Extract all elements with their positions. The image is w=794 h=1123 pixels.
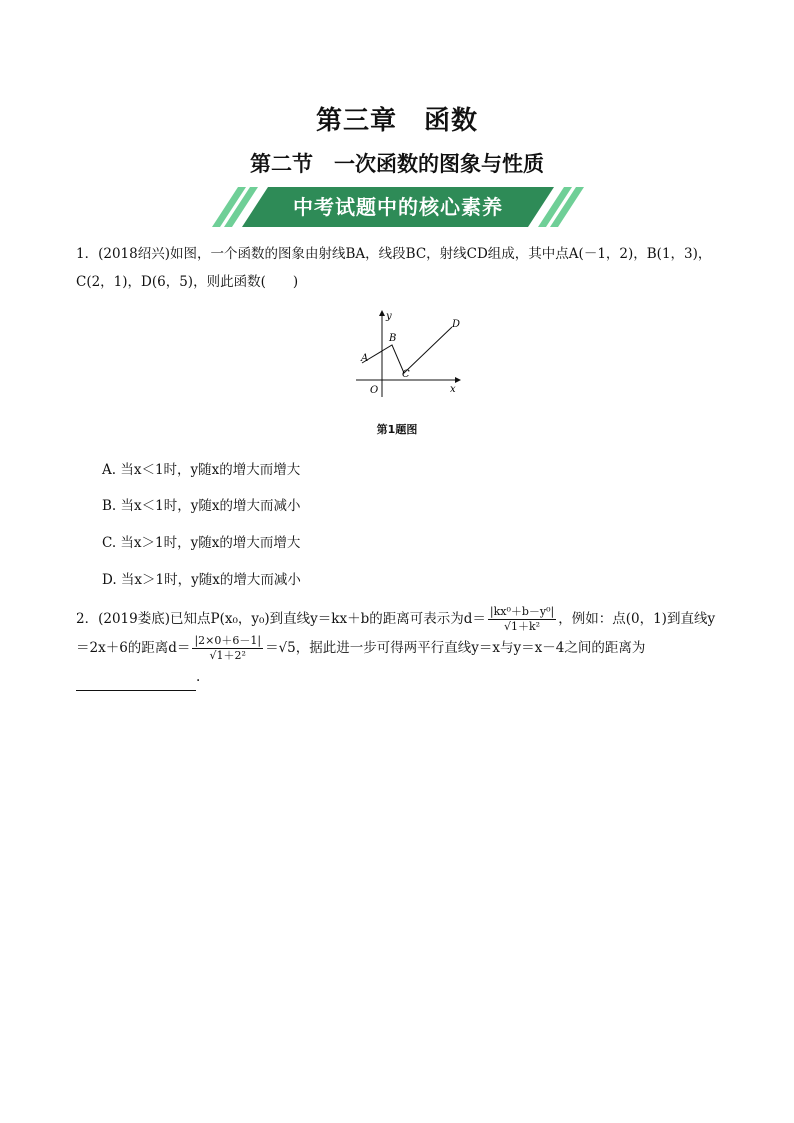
formula-denominator: √1＋k²: [504, 620, 541, 633]
function-graph: [352, 305, 464, 400]
banner-text: 中考试题中的核心素养: [293, 195, 503, 219]
figure-caption: 第1题图: [376, 423, 418, 436]
section-banner: [212, 185, 584, 229]
section-title: 第二节 一次函数的图象与性质: [250, 152, 544, 176]
formula-numerator: |kx⁰＋b－y⁰|: [489, 605, 555, 618]
distance-formula-fraction: [488, 605, 556, 634]
point-b-label: B: [389, 333, 397, 344]
answer-blank[interactable]: [76, 674, 196, 691]
example-denominator: √1＋2²: [209, 649, 246, 662]
option-a[interactable]: A. 当x＜1时，y随x的增大而增大: [102, 462, 301, 478]
q2-text-2: ，例如：点(0，1)到直线y＝2x＋6的距离d＝: [76, 611, 716, 656]
q2-text-3: ＝√5，据此进一步可得两平行直线y＝x与y＝x－4之间的距离为: [265, 640, 646, 656]
option-b[interactable]: B. 当x＜1时，y随x的增大而减小: [102, 498, 301, 514]
x-axis-label: x: [450, 384, 456, 395]
question-1-figure: [352, 305, 464, 400]
point-d-label: D: [452, 319, 461, 330]
point-a-label: A: [361, 353, 369, 364]
example-fraction: [192, 634, 263, 663]
q2-text-1: 2．(2019娄底)已知点P(x₀，y₀)到直线y＝kx＋b的距离可表示为d＝: [76, 611, 486, 627]
option-d[interactable]: D. 当x＞1时，y随x的增大而减小: [102, 572, 301, 588]
example-numerator: |2×0＋6－1|: [194, 634, 262, 647]
chapter-title: 第三章 函数: [315, 106, 478, 136]
graph-polyline: [362, 327, 452, 373]
question-1-text: 1．(2018绍兴)如图，一个函数的图象由射线BA，线段BC，射线CD组成，其中点A(－1，2)，B(1，3)，C(2，1)，D(6，5)，则此函数( ): [76, 246, 712, 290]
question-2: [76, 605, 726, 691]
q2-text-end: .: [196, 669, 201, 685]
origin-label: O: [370, 385, 379, 396]
point-c-label: C: [402, 369, 410, 380]
y-axis-label: y: [386, 311, 392, 322]
option-c[interactable]: C. 当x＞1时，y随x的增大而增大: [102, 535, 301, 551]
